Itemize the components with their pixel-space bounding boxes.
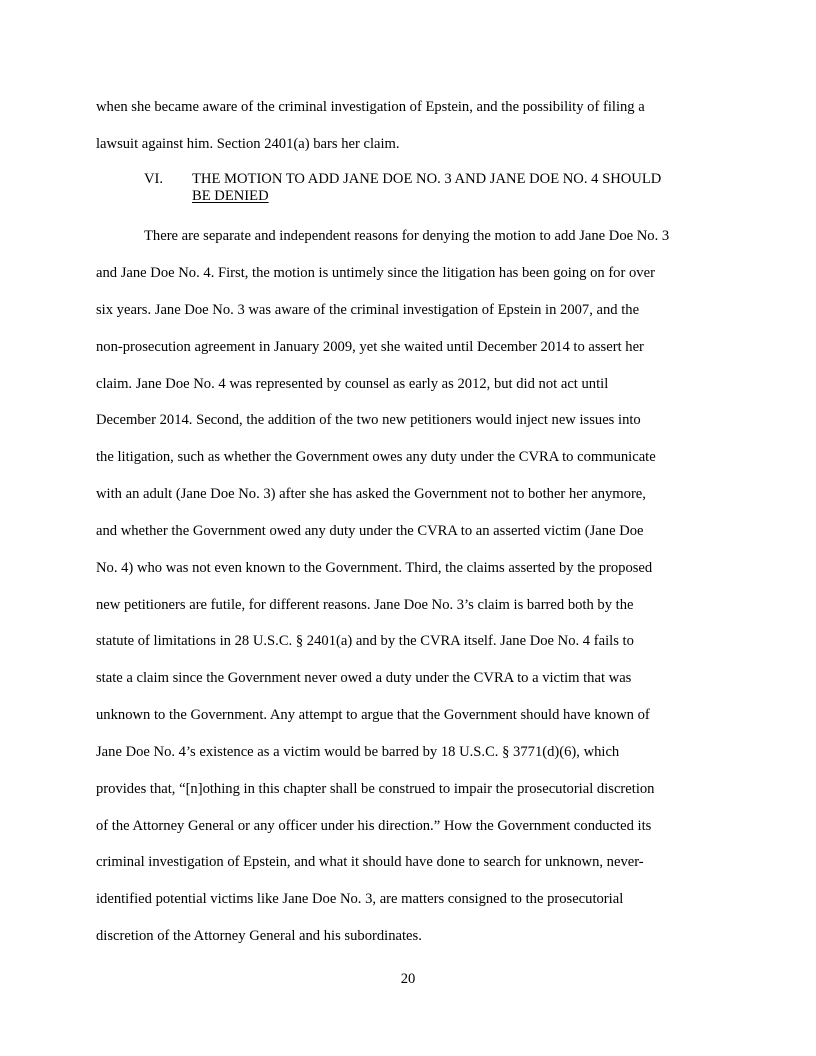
paragraph-line-9: and whether the Government owed any duty under the CVRA to an asserted victim (Jane Doe [96,523,644,539]
continuation-line-1: when she became aware of the criminal investigation of Epstein, and the possibility of filing a [96,99,645,115]
paragraph-line-15: Jane Doe No. 4’s existence as a victim would be barred by 18 U.S.C. § 3771(d)(6), which [96,744,620,760]
continuation-line-2: lawsuit against him. Section 2401(a) bars her claim. [96,136,400,152]
paragraph-line-20: discretion of the Attorney General and his subordinates. [96,928,422,944]
paragraph-line-2: and Jane Doe No. 4. First, the motion is untimely since the litigation has been going on for over [96,265,655,281]
paragraph-line-1: There are separate and independent reasons for denying the motion to add Jane Doe No. 3 [144,228,670,244]
page-number: 20 [400,971,416,987]
paragraph-line-12: statute of limitations in 28 U.S.C. § 2401(a) and by the CVRA itself. Jane Doe No. 4 fails to [96,633,634,649]
paragraph-line-19: identified potential victims like Jane Doe No. 3, are matters consigned to the prosecutorial [96,891,624,907]
section-title [192,171,732,205]
paragraph-line-14: unknown to the Government. Any attempt to argue that the Government should have known of [96,707,650,723]
paragraph-line-18: criminal investigation of Epstein, and what it should have done to search for unknown, never- [96,854,644,870]
section-number: VI. [144,171,164,187]
paragraph-line-5: claim. Jane Doe No. 4 was represented by counsel as early as 2012, but did not act until [96,376,609,392]
paragraph-line-13: state a claim since the Government never owed a duty under the CVRA to a victim that was [96,670,632,686]
paragraph-line-10: No. 4) who was not even known to the Government. Third, the claims asserted by the proposed [96,560,653,576]
section-title-line-1: THE MOTION TO ADD JANE DOE NO. 3 AND JANE DOE NO. 4 SHOULD [192,171,662,187]
paragraph-line-7: the litigation, such as whether the Government owes any duty under the CVRA to communicate [96,449,656,465]
paragraph-line-8: with an adult (Jane Doe No. 3) after she has asked the Government not to bother her anymore, [96,486,646,502]
paragraph-line-16: provides that, “[n]othing in this chapter shall be construed to impair the prosecutorial discretion [96,781,655,797]
section-title-line-2: BE DENIED [192,188,269,204]
paragraph-line-6: December 2014. Second, the addition of the two new petitioners would inject new issues into [96,412,641,428]
paragraph-line-17: of the Attorney General or any officer under his direction.” How the Government conducted its [96,818,652,834]
paragraph-line-3: six years. Jane Doe No. 3 was aware of the criminal investigation of Epstein in 2007, and the [96,302,640,318]
paragraph-line-11: new petitioners are futile, for different reasons. Jane Doe No. 3’s claim is barred both by the [96,597,634,613]
paragraph-line-4: non-prosecution agreement in January 2009, yet she waited until December 2014 to assert her [96,339,644,355]
